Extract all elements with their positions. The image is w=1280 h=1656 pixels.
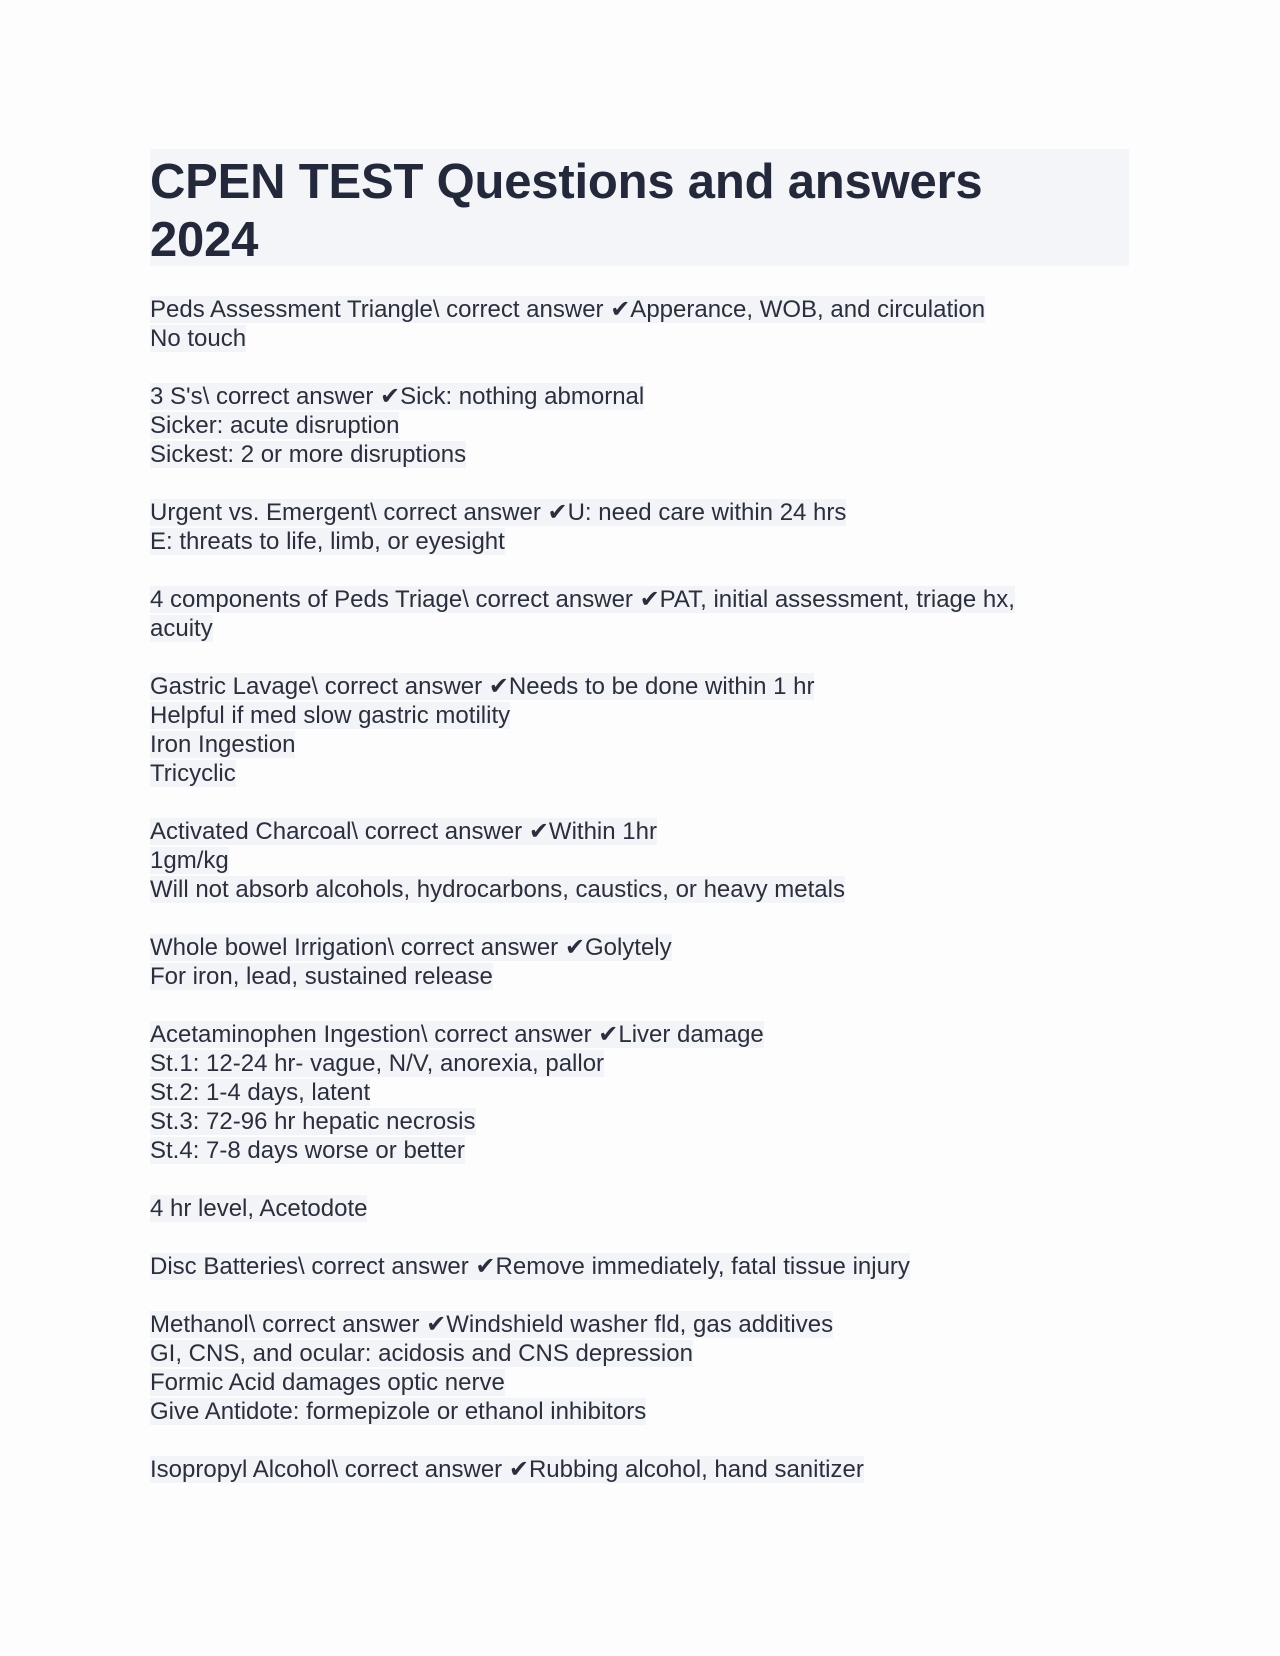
qa-item	[150, 1455, 1130, 1484]
qa-line: Sicker: acute disruption	[150, 412, 400, 439]
qa-item	[150, 498, 1130, 556]
qa-line: acuity	[150, 615, 213, 642]
qa-item	[150, 585, 1130, 643]
qa-line: Disc Batteries\ correct answer ✔Remove immediately, fatal tissue injury	[150, 1253, 910, 1280]
qa-line: GI, CNS, and ocular: acidosis and CNS depression	[150, 1340, 693, 1367]
page-title	[150, 149, 1129, 269]
qa-item	[150, 382, 1130, 469]
qa-line: St.3: 72-96 hr hepatic necrosis	[150, 1108, 476, 1135]
qa-line: Formic Acid damages optic nerve	[150, 1369, 505, 1396]
title-block	[150, 149, 1129, 266]
qa-line: Methanol\ correct answer ✔Windshield washer fld, gas additives	[150, 1311, 834, 1338]
qa-item	[150, 295, 1130, 353]
qa-line: Will not absorb alcohols, hydrocarbons, caustics, or heavy metals	[150, 876, 845, 903]
qa-line: Peds Assessment Triangle\ correct answer ✔Apperance, WOB, and circulation	[150, 296, 986, 323]
qa-line: No touch	[150, 325, 247, 352]
qa-line: Whole bowel Irrigation\ correct answer ✔Golytely	[150, 934, 672, 961]
qa-line: E: threats to life, limb, or eyesight	[150, 528, 505, 555]
qa-item	[150, 933, 1130, 991]
qa-line: St.4: 7-8 days worse or better	[150, 1137, 465, 1164]
qa-item	[150, 1020, 1130, 1165]
qa-line: 4 hr level, Acetodote	[150, 1195, 368, 1222]
qa-item	[150, 1194, 1130, 1223]
qa-line: 3 S's\ correct answer ✔Sick: nothing abmornal	[150, 383, 645, 410]
qa-line: St.2: 1-4 days, latent	[150, 1079, 371, 1106]
qa-item	[150, 1310, 1130, 1426]
qa-item	[150, 1252, 1130, 1281]
qa-line: St.1: 12-24 hr- vague, N/V, anorexia, pallor	[150, 1050, 605, 1077]
title-line-1: CPEN TEST Questions and answers	[150, 155, 983, 209]
qa-line: Tricyclic	[150, 760, 236, 787]
qa-line: Acetaminophen Ingestion\ correct answer ✔Liver damage	[150, 1021, 764, 1048]
qa-line: Give Antidote: formepizole or ethanol inhibitors	[150, 1398, 647, 1425]
qa-line: Helpful if med slow gastric motility	[150, 702, 511, 729]
qa-line: 4 components of Peds Triage\ correct answer ✔PAT, initial assessment, triage hx,	[150, 586, 1015, 613]
qa-line: Iron Ingestion	[150, 731, 296, 758]
qa-item	[150, 672, 1130, 788]
qa-line: Sickest: 2 or more disruptions	[150, 441, 467, 468]
qa-line: For iron, lead, sustained release	[150, 963, 493, 990]
qa-line: Activated Charcoal\ correct answer ✔Within 1hr	[150, 818, 657, 845]
qa-list	[150, 295, 1130, 1513]
qa-line: Urgent vs. Emergent\ correct answer ✔U: need care within 24 hrs	[150, 499, 847, 526]
qa-line: 1gm/kg	[150, 847, 229, 874]
qa-item	[150, 817, 1130, 904]
qa-line: Isopropyl Alcohol\ correct answer ✔Rubbing alcohol, hand sanitizer	[150, 1456, 864, 1483]
title-line-2: 2024	[150, 213, 259, 267]
qa-line: Gastric Lavage\ correct answer ✔Needs to be done within 1 hr	[150, 673, 815, 700]
